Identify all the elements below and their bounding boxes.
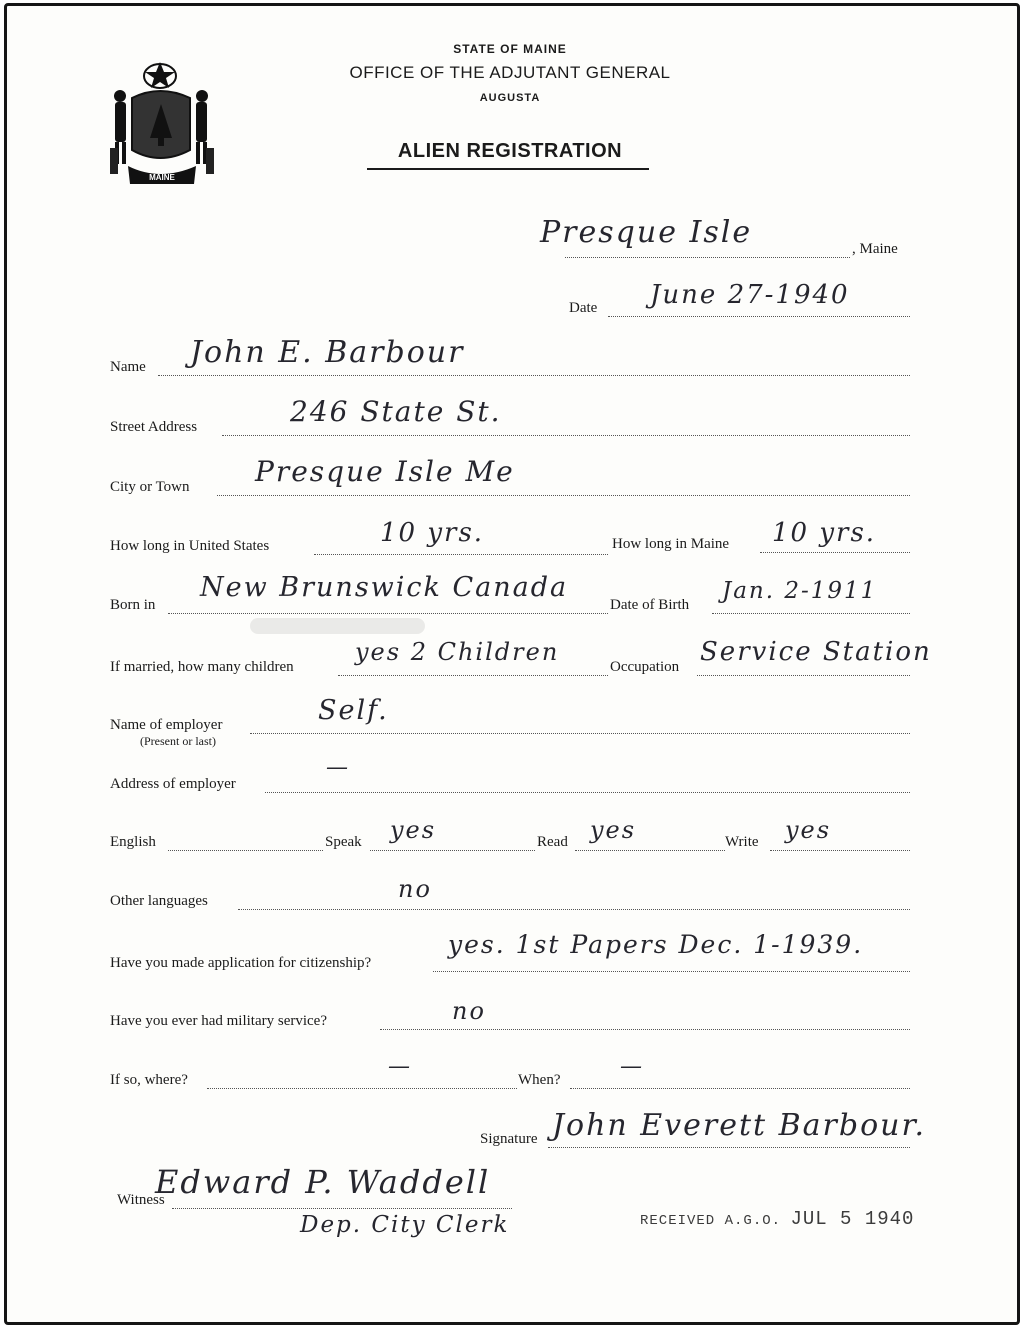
read-label: Read <box>537 834 568 850</box>
stamp-prefix: RECEIVED A.G.O. <box>640 1213 782 1229</box>
employer-label: Name of employer <box>110 717 223 733</box>
received-stamp <box>640 1208 914 1230</box>
witness-value: Edward P. Waddell <box>155 1163 491 1201</box>
english-line <box>168 850 323 851</box>
place-line <box>565 257 850 258</box>
when-line <box>570 1088 910 1089</box>
employer-address-value: — <box>326 755 350 780</box>
children-label: If married, how many children <box>110 659 294 675</box>
employer-line <box>250 733 910 734</box>
when-label: When? <box>518 1072 561 1088</box>
witness-title: Dep. City Clerk <box>300 1212 510 1238</box>
signature-label: Signature <box>480 1131 538 1147</box>
write-value: yes <box>785 816 832 844</box>
when-value: — <box>620 1054 644 1079</box>
write-line <box>770 850 910 851</box>
place-suffix: , Maine <box>852 241 898 257</box>
dob-line <box>712 613 910 614</box>
military-line <box>380 1029 910 1030</box>
occupation-label: Occupation <box>610 659 680 675</box>
other-languages-value: no <box>398 875 432 903</box>
other-languages-label: Other languages <box>110 893 208 909</box>
dob-label: Date of Birth <box>610 597 690 613</box>
where-value: — <box>388 1054 412 1079</box>
read-value: yes <box>590 816 637 844</box>
speak-label: Speak <box>325 834 362 850</box>
ink-smudge <box>250 618 425 634</box>
witness-label: Witness <box>117 1192 165 1208</box>
occupation-line <box>697 675 910 676</box>
dob-value: Jan. 2-1911 <box>722 578 878 604</box>
maine-duration-line <box>760 552 910 553</box>
city-label: City or Town <box>110 479 190 495</box>
svg-text:MAINE: MAINE <box>149 173 175 182</box>
maine-duration-value: 10 yrs. <box>772 518 877 548</box>
other-languages-line <box>238 909 910 910</box>
employer-value: Self. <box>318 695 389 726</box>
date-line <box>608 316 910 317</box>
title-underline <box>367 168 649 170</box>
signature-value: John Everett Barbour. <box>552 1108 927 1143</box>
date-value: June 27-1940 <box>650 280 850 310</box>
military-label: Have you ever had military service? <box>110 1013 327 1029</box>
occupation-value: Service Station <box>700 637 932 667</box>
name-line <box>158 375 910 376</box>
city-line <box>217 495 910 496</box>
form-title: ALIEN REGISTRATION <box>397 140 623 162</box>
children-value: yes 2 Children <box>355 638 560 666</box>
where-label: If so, where? <box>110 1072 188 1088</box>
name-value: John E. Barbour <box>190 335 465 370</box>
name-label: Name <box>110 359 146 375</box>
citizenship-label: Have you made application for citizenship? <box>110 955 372 971</box>
us-duration-label: How long in United States <box>110 538 270 554</box>
state-seal-icon <box>110 58 220 188</box>
speak-value: yes <box>390 816 437 844</box>
us-duration-line <box>314 554 608 555</box>
employer-address-label: Address of employer <box>110 776 236 792</box>
employer-sublabel: (Present or last) <box>140 734 216 748</box>
witness-line <box>172 1208 512 1209</box>
signature-line <box>548 1147 910 1148</box>
english-label: English <box>110 834 156 850</box>
office-heading: OFFICE OF THE ADJUTANT GENERAL <box>349 63 671 82</box>
children-line <box>338 675 608 676</box>
born-value: New Brunswick Canada <box>200 572 569 603</box>
born-line <box>168 613 608 614</box>
born-label: Born in <box>110 597 156 613</box>
street-label: Street Address <box>110 419 198 435</box>
state-heading: STATE OF MAINE <box>453 42 567 56</box>
employer-address-line <box>265 792 910 793</box>
city-heading: AUGUSTA <box>479 92 541 104</box>
write-label: Write <box>725 834 759 850</box>
military-value: no <box>452 997 486 1025</box>
maine-duration-label: How long in Maine <box>612 536 730 552</box>
citizenship-line <box>433 971 910 972</box>
stamp-date: JUL 5 1940 <box>790 1208 915 1230</box>
read-line <box>575 850 725 851</box>
speak-line <box>370 850 535 851</box>
where-line <box>207 1088 517 1089</box>
place-value: Presque Isle <box>540 215 753 250</box>
street-line <box>222 435 910 436</box>
us-duration-value: 10 yrs. <box>380 518 485 548</box>
street-value: 246 State St. <box>290 395 502 428</box>
citizenship-value: yes. 1st Papers Dec. 1-1939. <box>448 930 864 959</box>
city-value: Presque Isle Me <box>255 455 515 488</box>
date-label: Date <box>569 300 598 316</box>
